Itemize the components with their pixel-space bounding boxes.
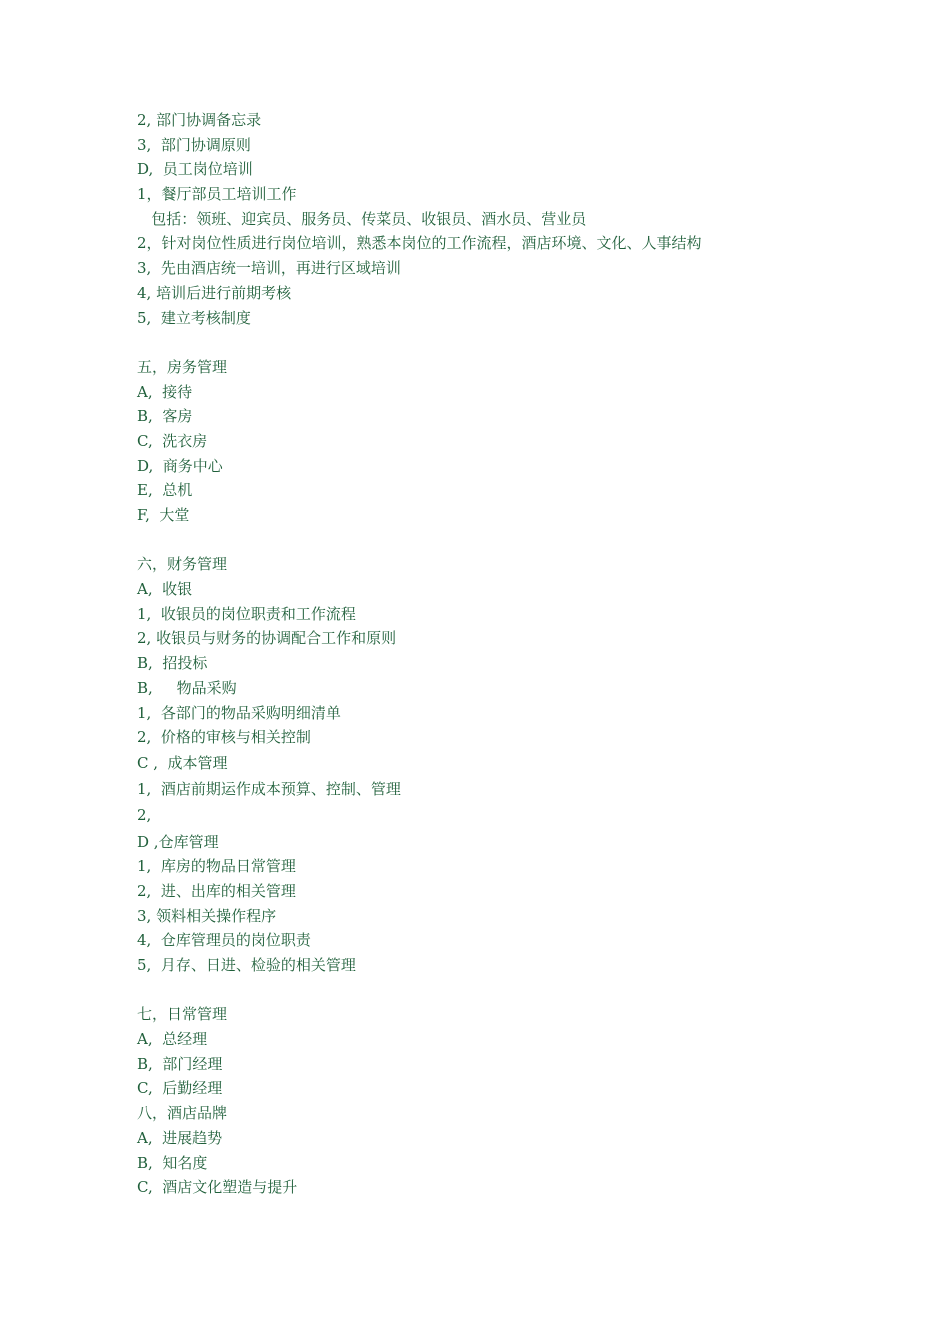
text-line: B, 招投标 — [137, 654, 208, 673]
text-line: A, 收银 — [137, 580, 193, 599]
text-line: D, 员工岗位培训 — [137, 160, 253, 179]
text-line: C, 后勤经理 — [137, 1079, 223, 1098]
text-line: B, 物品采购 — [137, 678, 237, 697]
text-line: 1, 各部门的物品采购明细清单 — [137, 703, 341, 722]
text-line: 1，餐厅部员工培训工作 — [137, 185, 297, 204]
text-line: C, 洗衣房 — [137, 431, 208, 450]
text-line: A, 进展趋势 — [137, 1128, 223, 1147]
text-line: 1, 库房的物品日常管理 — [137, 857, 296, 876]
text-line: 3, 部门协调原则 — [137, 135, 251, 154]
text-line: E, 总机 — [137, 481, 193, 500]
blank-line — [137, 330, 857, 355]
text-line: 2, 价格的审核与相关控制 — [137, 728, 311, 747]
text-line: 包括：领班、迎宾员、服务员、传菜员、收银员、酒水员、营业员 — [137, 209, 587, 228]
text-line: 2, 部门协调备忘录 — [137, 111, 262, 129]
text-line: 2, 进、出库的相关管理 — [137, 881, 296, 900]
text-line: 4, 培训后进行前期考核 — [137, 283, 292, 302]
section-heading: 五，房务管理 — [137, 357, 228, 376]
text-line: F, 大堂 — [137, 506, 190, 524]
text-line: 1, 收银员的岗位职责和工作流程 — [137, 604, 356, 623]
text-line: 5, 月存、日进、检验的相关管理 — [137, 956, 356, 974]
section-heading: 八，酒店品牌 — [137, 1104, 228, 1123]
blank-line — [137, 528, 857, 553]
blank-line — [137, 978, 857, 1003]
section-heading: 七，日常管理 — [137, 1005, 228, 1024]
text-line: 2, — [137, 806, 152, 825]
text-line: 2，针对岗位性质进行岗位培训，熟悉本岗位的工作流程，酒店环境、文化、人事结构 — [137, 234, 702, 253]
text-line: C , 成本管理 — [137, 753, 228, 772]
text-line: C, 酒店文化塑造与提升 — [137, 1178, 298, 1197]
text-line: B, 知名度 — [137, 1153, 208, 1172]
text-line: 3, 先由酒店统一培训，再进行区域培训 — [137, 259, 401, 278]
section-heading: 六，财务管理 — [137, 555, 228, 574]
text-line: 2, 收银员与财务的协调配合工作和原则 — [137, 629, 397, 648]
text-line: 3, 领料相关操作程序 — [137, 906, 277, 925]
text-line: B, 部门经理 — [137, 1054, 223, 1073]
text-line: 1, 酒店前期运作成本预算、控制、管理 — [137, 780, 401, 799]
text-line: D, 商务中心 — [137, 456, 223, 475]
text-line: 5, 建立考核制度 — [137, 308, 251, 327]
text-line: 4, 仓库管理员的岗位职责 — [137, 931, 311, 950]
text-line: D ,仓库管理 — [137, 832, 219, 851]
text-line: B, 客房 — [137, 407, 193, 426]
text-line: A, 接待 — [137, 382, 193, 401]
text-line: A, 总经理 — [137, 1030, 208, 1049]
document-body — [137, 108, 857, 1200]
